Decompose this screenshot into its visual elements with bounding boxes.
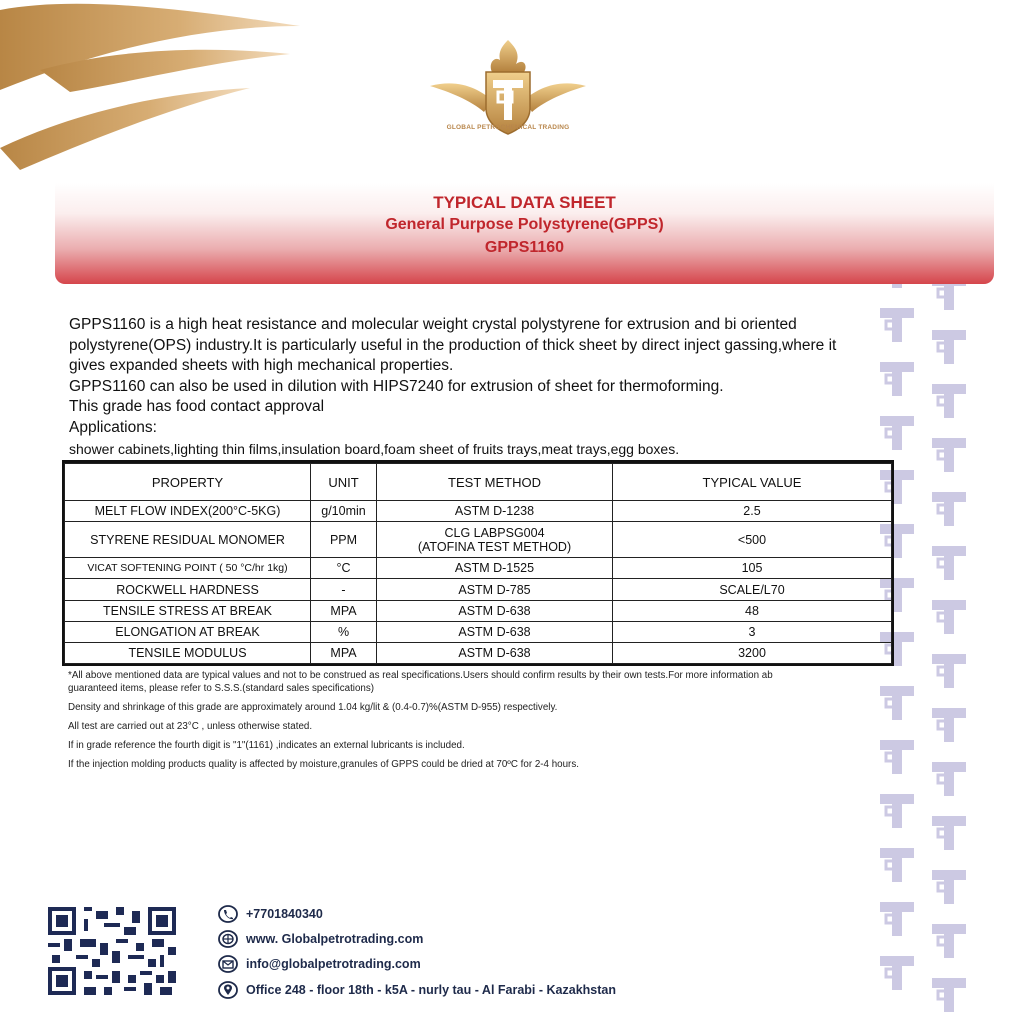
mail-icon [218, 955, 238, 973]
cell-value: 3 [613, 621, 892, 642]
cell-property: ROCKWELL HARDNESS [65, 579, 311, 600]
contact-email[interactable] [218, 955, 421, 973]
cell-unit: PPM [311, 522, 377, 558]
header-typical-value: TYPICAL VALUE [613, 464, 892, 501]
header-test-method: TEST METHOD [377, 464, 613, 501]
cell-property: TENSILE STRESS AT BREAK [65, 600, 311, 621]
footnotes [68, 669, 908, 777]
cell-property: STYRENE RESIDUAL MONOMER [65, 522, 311, 558]
applications-list: shower cabinets,lighting thin films,insulation board,foam sheet of fruits trays,meat trays,egg boxes. [69, 441, 680, 457]
cell-method: ASTM D-1525 [377, 558, 613, 579]
table-row [65, 621, 892, 642]
table-row [65, 642, 892, 663]
table-row [65, 558, 892, 579]
header-unit: UNIT [311, 464, 377, 501]
office-address: Office 248 - floor 18th - k5A - nurly tau - Al Farabi - Kazakhstan [246, 983, 616, 997]
contact-address [218, 981, 616, 999]
cell-method [377, 522, 613, 558]
phone-icon [218, 905, 238, 923]
cell-value: 48 [613, 600, 892, 621]
food-approval-note: This grade has food contact approval [69, 398, 325, 415]
method-line-1: CLG LABPSG004 [444, 525, 545, 540]
cell-method: ASTM D-638 [377, 642, 613, 663]
cell-value: SCALE/L70 [613, 579, 892, 600]
table-row [65, 501, 892, 522]
note-fourth-digit: If in grade reference the fourth digit is "1"(1161) ,indicates an external lubricants is included. [68, 740, 465, 751]
table-row [65, 600, 892, 621]
table-row [65, 579, 892, 600]
cell-value: 3200 [613, 642, 892, 663]
cell-value: <500 [613, 522, 892, 558]
website-url: www. Globalpetrotrading.com [246, 932, 424, 946]
description-para-1: GPPS1160 is a high heat resistance and molecular weight crystal polystyrene for extrusion and bi oriented polystyrene(OPS) industry.It is particularly useful in the production of thick sheet by direct inject gassing,where it gives expanded sheets with high mechanical properties. [69, 316, 837, 374]
cell-property: VICAT SOFTENING POINT ( 50 °C/hr 1kg) [65, 558, 311, 579]
header-property: PROPERTY [65, 464, 311, 501]
product-description [69, 315, 869, 438]
cell-unit: % [311, 621, 377, 642]
company-logo [420, 38, 596, 138]
cell-method: ASTM D-1238 [377, 501, 613, 522]
cell-unit: MPA [311, 642, 377, 663]
properties-table [62, 460, 894, 666]
cell-method: ASTM D-638 [377, 621, 613, 642]
cell-value: 2.5 [613, 501, 892, 522]
note-drying: If the injection molding products quality is affected by moisture,granules of GPPS could be dried at 70ºC for 2-4 hours. [68, 759, 579, 770]
note-test-temperature: All test are carried out at 23°C , unless otherwise stated. [68, 721, 313, 732]
cell-value: 105 [613, 558, 892, 579]
qr-code[interactable] [48, 907, 176, 995]
gold-swoosh-decoration [0, 0, 420, 190]
product-family: General Purpose Polystyrene(GPPS) [385, 216, 664, 233]
method-line-2: (ATOFINA TEST METHOD) [417, 539, 572, 554]
email-address: info@globalpetrotrading.com [246, 957, 421, 971]
cell-property: TENSILE MODULUS [65, 642, 311, 663]
table-header-row [65, 464, 892, 501]
document-title: TYPICAL DATA SHEET [433, 193, 616, 212]
grade-name: GPPS1160 [484, 239, 565, 256]
logo-company-name: GLOBAL PETROCHEMICAL TRADING [446, 124, 570, 131]
cell-unit: - [311, 579, 377, 600]
cell-unit: °C [311, 558, 377, 579]
contact-phone[interactable] [218, 905, 323, 923]
cell-property: ELONGATION AT BREAK [65, 621, 311, 642]
note-typical-values-cont: guaranteed items, please refer to S.S.S.(standard sales specifications) [68, 683, 375, 694]
cell-method: ASTM D-785 [377, 579, 613, 600]
title-banner [55, 183, 994, 284]
cell-property: MELT FLOW INDEX(200°C-5KG) [65, 501, 311, 522]
phone-number: +7701840340 [246, 907, 323, 921]
description-para-2: GPPS1160 can also be used in dilution with HIPS7240 for extrusion of sheet for thermoforming. [69, 377, 724, 395]
globe-icon [218, 930, 238, 948]
applications-heading: Applications: [69, 418, 157, 436]
location-icon [218, 981, 238, 999]
cell-unit: MPA [311, 600, 377, 621]
cell-unit: g/10min [311, 501, 377, 522]
note-density: Density and shrinkage of this grade are approximately around 1.04 kg/lit & (0.4-0.7)%(ASTM D-955) respectively. [68, 702, 558, 713]
cell-method: ASTM D-638 [377, 600, 613, 621]
note-typical-values: *All above mentioned data are typical values and not to be construed as real specifications.Users should confirm results by their own tests.For more information ab [68, 670, 773, 681]
contact-website[interactable] [218, 930, 423, 948]
table-row [65, 522, 892, 558]
